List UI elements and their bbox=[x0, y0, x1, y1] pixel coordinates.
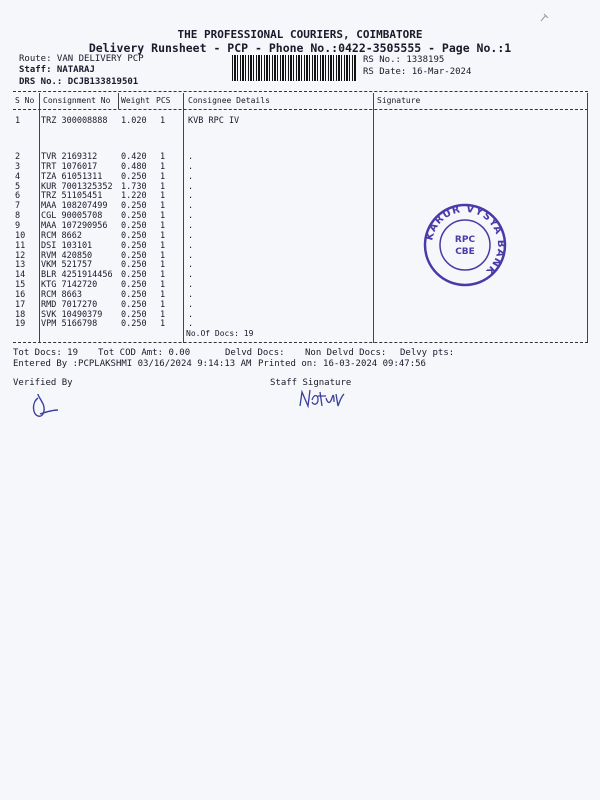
cell-sno: 19 bbox=[15, 319, 26, 330]
corner-pen-mark bbox=[538, 10, 552, 24]
cell-weight: 0.250 bbox=[121, 211, 147, 222]
cell-weight: 0.250 bbox=[121, 230, 147, 241]
bank-stamp bbox=[420, 200, 510, 290]
table-header-rule bbox=[13, 109, 588, 110]
stamp-line2: CBE bbox=[455, 247, 475, 257]
entered-by: Entered By :PCPLAKSHMI 03/16/2024 9:14:13 AM bbox=[13, 359, 252, 369]
cell-weight: 0.480 bbox=[121, 161, 147, 172]
cell-consignee: . bbox=[188, 270, 194, 281]
cell-sno: 4 bbox=[15, 171, 21, 182]
staff-label: Staff: NATARAJ bbox=[19, 65, 95, 75]
cell-pcs: 1 bbox=[160, 152, 166, 162]
cell-consignment: DSI 103101 bbox=[41, 240, 93, 251]
cell-pcs: 1 bbox=[160, 230, 166, 241]
cell-consignment: KTG 7142720 bbox=[41, 280, 98, 291]
cell-weight: 0.250 bbox=[121, 270, 147, 281]
cell-sno: 15 bbox=[15, 280, 26, 291]
table-row bbox=[0, 201, 600, 211]
cell-consignee: . bbox=[188, 299, 194, 310]
staff-signature bbox=[296, 384, 348, 412]
cell-sno: 6 bbox=[15, 191, 21, 202]
table-row bbox=[0, 319, 600, 329]
cell-sno: 12 bbox=[15, 250, 26, 261]
total-docs: Tot Docs: 19 bbox=[13, 348, 79, 358]
table-row bbox=[0, 221, 600, 231]
table-row bbox=[0, 251, 600, 261]
cell-consignee: . bbox=[188, 211, 194, 222]
cell-consignee: . bbox=[188, 152, 194, 162]
table-row bbox=[0, 116, 600, 126]
cell-weight: 0.420 bbox=[121, 152, 147, 162]
no-of-docs: No.Of Docs: 19 bbox=[186, 329, 254, 338]
cell-weight: 0.250 bbox=[121, 220, 147, 231]
cell-consignment: RVM 420850 bbox=[41, 250, 93, 261]
table-row bbox=[0, 172, 600, 182]
cell-consignment: MAA 108207499 bbox=[41, 201, 108, 212]
cell-sno: 14 bbox=[15, 270, 26, 281]
total-cod-amount: Tot COD Amt: 0.00 bbox=[98, 348, 191, 358]
cell-consignee: . bbox=[188, 309, 194, 320]
stamp-line1: RPC bbox=[454, 235, 476, 245]
cell-consignee: KVB RPC IV bbox=[188, 116, 240, 126]
cell-pcs: 1 bbox=[160, 270, 166, 281]
cell-consignment: RMD 7017270 bbox=[41, 299, 98, 310]
cell-consignee: . bbox=[188, 161, 194, 172]
table-row bbox=[0, 310, 600, 320]
cell-consignment: CGL 90005708 bbox=[41, 211, 103, 222]
non-delivered-docs: Non Delvd Docs: bbox=[305, 348, 387, 358]
cell-consignee: . bbox=[188, 171, 194, 182]
cell-consignment: BLR 4251914456 bbox=[41, 270, 113, 281]
cell-pcs: 1 bbox=[160, 289, 166, 300]
cell-consignee: . bbox=[188, 181, 194, 192]
col-header-signature: Signature bbox=[377, 96, 421, 105]
cell-weight: 0.250 bbox=[121, 289, 147, 300]
table-row bbox=[0, 191, 600, 201]
stamp-inner-ring bbox=[440, 220, 490, 270]
cell-sno: 18 bbox=[15, 309, 26, 320]
runsheet-subtitle: Delivery Runsheet - PCP - Phone No.:0422-3505555 - Page No.:1 bbox=[88, 41, 512, 55]
table-row bbox=[0, 270, 600, 280]
cell-consignee: . bbox=[188, 250, 194, 261]
cell-sno: 7 bbox=[15, 201, 21, 212]
table-row bbox=[0, 241, 600, 251]
cell-consignment: SVK 10490379 bbox=[41, 309, 103, 320]
cell-sno: 2 bbox=[15, 152, 21, 162]
cell-weight: 0.250 bbox=[121, 319, 147, 330]
cell-consignment: MAA 107290956 bbox=[41, 220, 108, 231]
cell-consignment: RCM 8663 bbox=[41, 289, 82, 300]
cell-weight: 0.250 bbox=[121, 299, 147, 310]
table-row bbox=[0, 152, 600, 162]
cell-sno: 1 bbox=[15, 116, 21, 126]
cell-pcs: 1 bbox=[160, 171, 166, 182]
cell-pcs: 1 bbox=[160, 250, 166, 261]
cell-consignee: . bbox=[188, 319, 194, 330]
cell-consignee: . bbox=[188, 230, 194, 241]
delivered-docs: Delvd Docs: bbox=[225, 348, 285, 358]
printed-on: Printed on: 16-03-2024 09:47:56 bbox=[258, 359, 426, 369]
cell-sno: 16 bbox=[15, 289, 26, 300]
verifier-signature bbox=[28, 392, 64, 424]
cell-sno: 17 bbox=[15, 299, 26, 310]
cell-weight: 0.250 bbox=[121, 309, 147, 320]
col-divider-2 bbox=[118, 93, 119, 109]
cell-consignee: . bbox=[188, 280, 194, 291]
cell-consignee: . bbox=[188, 220, 194, 231]
cell-pcs: 1 bbox=[160, 240, 166, 251]
table-top-rule bbox=[13, 91, 588, 92]
cell-pcs: 1 bbox=[160, 211, 166, 222]
cell-weight: 1.020 bbox=[121, 116, 147, 126]
cell-weight: 0.250 bbox=[121, 260, 147, 271]
cell-pcs: 1 bbox=[160, 299, 166, 310]
cell-pcs: 1 bbox=[160, 220, 166, 231]
route-label: Route: VAN DELIVERY PCP bbox=[19, 54, 144, 64]
cell-consignment: TZA 61051311 bbox=[41, 171, 103, 182]
table-bottom-rule bbox=[13, 342, 588, 343]
cell-pcs: 1 bbox=[160, 191, 166, 202]
cell-sno: 5 bbox=[15, 181, 21, 192]
col-header-weight: Weight bbox=[121, 96, 150, 105]
cell-pcs: 1 bbox=[160, 201, 166, 212]
table-row bbox=[0, 231, 600, 241]
cell-pcs: 1 bbox=[160, 319, 166, 330]
cell-pcs: 1 bbox=[160, 161, 166, 172]
rs-number: RS No.: 1338195 bbox=[363, 55, 445, 65]
cell-weight: 0.250 bbox=[121, 201, 147, 212]
cell-weight: 1.220 bbox=[121, 191, 147, 202]
col-header-pcs: PCS bbox=[156, 96, 171, 105]
cell-pcs: 1 bbox=[160, 280, 166, 291]
cell-consignment: TRZ 51105451 bbox=[41, 191, 103, 202]
cell-consignment: VKM 521757 bbox=[41, 260, 93, 271]
cell-weight: 0.250 bbox=[121, 250, 147, 261]
drs-number: DRS No.: DCJB133819501 bbox=[19, 77, 139, 87]
cell-sno: 3 bbox=[15, 161, 21, 172]
rs-date: RS Date: 16-Mar-2024 bbox=[363, 67, 472, 77]
cell-consignment: TVR 2169312 bbox=[41, 152, 98, 162]
cell-sno: 13 bbox=[15, 260, 26, 271]
cell-consignee: . bbox=[188, 201, 194, 212]
barcode bbox=[232, 55, 357, 81]
cell-consignment: KUR 7001325352 bbox=[41, 181, 113, 192]
cell-consignment: TRT 1076017 bbox=[41, 161, 98, 172]
cell-consignee: . bbox=[188, 191, 194, 202]
cell-weight: 0.250 bbox=[121, 280, 147, 291]
company-title: THE PROFESSIONAL COURIERS, COIMBATORE bbox=[177, 28, 423, 41]
verified-by-label: Verified By bbox=[13, 378, 73, 388]
cell-pcs: 1 bbox=[160, 309, 166, 320]
table-row bbox=[0, 162, 600, 172]
cell-weight: 1.730 bbox=[121, 181, 147, 192]
cell-sno: 10 bbox=[15, 230, 26, 241]
table-row bbox=[0, 260, 600, 270]
cell-consignment: TRZ 300008888 bbox=[41, 116, 108, 126]
cell-consignee: . bbox=[188, 240, 194, 251]
cell-pcs: 1 bbox=[160, 260, 166, 271]
stamp-ring-text: KARUR VYSYA BANK bbox=[424, 203, 507, 278]
cell-pcs: 1 bbox=[160, 181, 166, 192]
cell-consignee: . bbox=[188, 260, 194, 271]
staff-signature-label: Staff Signature bbox=[270, 378, 352, 388]
col-header-consignment: Consignment No bbox=[43, 96, 111, 105]
col-header-sno: S No bbox=[15, 96, 35, 105]
table-row bbox=[0, 211, 600, 221]
table-row bbox=[0, 290, 600, 300]
cell-consignment: VPM 5166798 bbox=[41, 319, 98, 330]
table-row bbox=[0, 300, 600, 310]
col-header-consignee: Consignee Details bbox=[188, 96, 270, 105]
delivery-points: Delvy pts: bbox=[400, 348, 455, 358]
cell-sno: 9 bbox=[15, 220, 21, 231]
cell-weight: 0.250 bbox=[121, 240, 147, 251]
cell-sno: 11 bbox=[15, 240, 26, 251]
cell-consignment: RCM 8662 bbox=[41, 230, 82, 241]
cell-pcs: 1 bbox=[160, 116, 166, 126]
cell-consignee: . bbox=[188, 289, 194, 300]
table-row bbox=[0, 280, 600, 290]
cell-sno: 8 bbox=[15, 211, 21, 222]
cell-weight: 0.250 bbox=[121, 171, 147, 182]
table-row bbox=[0, 182, 600, 192]
